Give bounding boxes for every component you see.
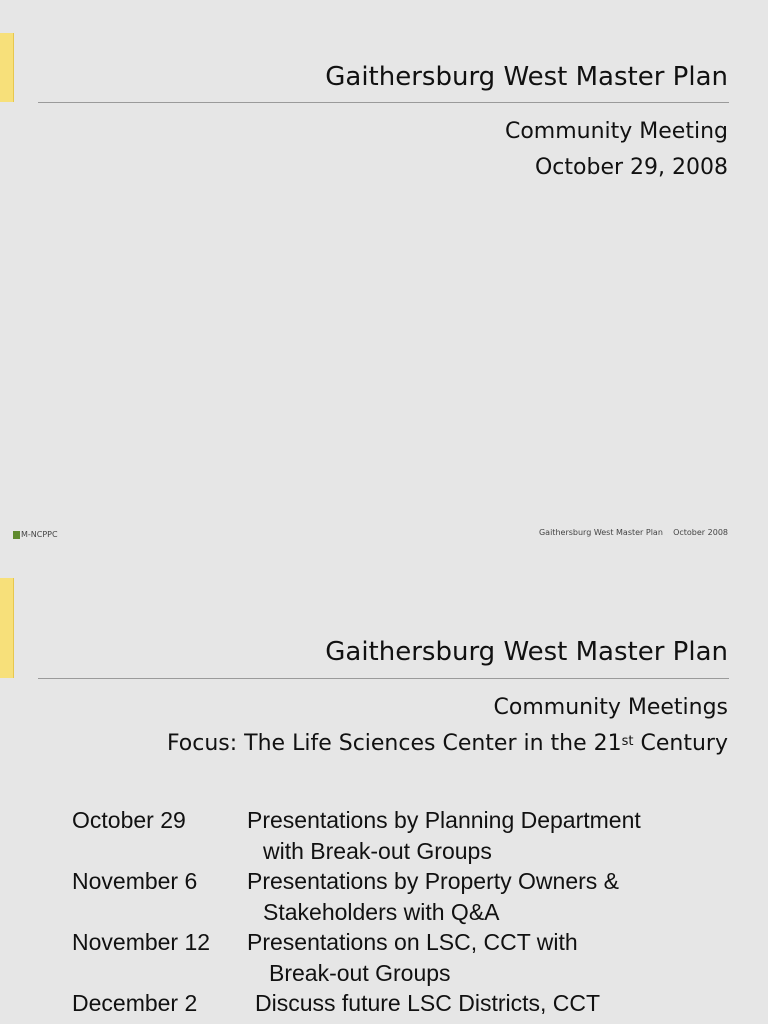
subtitle-line-1: Community Meeting (504, 119, 728, 144)
description-line-1: Presentations by Planning Department (247, 807, 641, 833)
footer-date: October 2008 (673, 528, 728, 537)
schedule-entry (72, 927, 641, 988)
schedule-date: October 29 (72, 807, 186, 833)
description-line-2: Break-out Groups (269, 959, 451, 986)
schedule-description (247, 988, 600, 1019)
accent-bar (0, 578, 14, 678)
focus-text: Focus: The Life Sciences Center in the 21 (166, 731, 622, 756)
description-line-2: Stakeholders with Q&A (263, 898, 500, 925)
slide-subtitle (505, 114, 728, 186)
subtitle-line-1: Community Meetings (493, 695, 728, 720)
subtitle-line-2: October 29, 2008 (534, 155, 728, 180)
schedule-entry (72, 866, 641, 927)
slide-2 (0, 575, 768, 1024)
schedule-date: November 6 (72, 868, 198, 894)
schedule-date: December 2 (72, 990, 198, 1016)
schedule-entry (72, 988, 641, 1019)
schedule-date: November 12 (72, 929, 211, 955)
focus-tail: Century (633, 731, 728, 756)
slide-title: Gaithersburg West Master Plan (325, 62, 728, 92)
schedule-description (247, 866, 619, 927)
logo-text: M-NCPPC (21, 530, 58, 539)
focus-line (167, 726, 728, 762)
schedule-description (247, 805, 641, 866)
focus-superscript: st (621, 734, 634, 749)
schedule-description (247, 927, 578, 988)
schedule-entry (72, 805, 641, 866)
description-line-1: Presentations by Property Owners & (247, 868, 619, 894)
logo-mark-icon (13, 531, 20, 539)
accent-bar (0, 33, 14, 102)
description-line-2: with Break-out Groups (263, 837, 492, 864)
description-line-1: Discuss future LSC Districts, CCT (255, 990, 601, 1016)
mncppc-logo (13, 530, 58, 539)
description-line-1: Presentations on LSC, CCT with (247, 929, 578, 955)
slide-title: Gaithersburg West Master Plan (325, 637, 728, 667)
slide-subtitle (167, 690, 728, 762)
title-divider (38, 678, 729, 679)
footer-text (539, 528, 728, 537)
meeting-schedule (72, 805, 641, 1019)
footer-title: Gaithersburg West Master Plan (538, 528, 663, 537)
title-divider (38, 102, 729, 103)
